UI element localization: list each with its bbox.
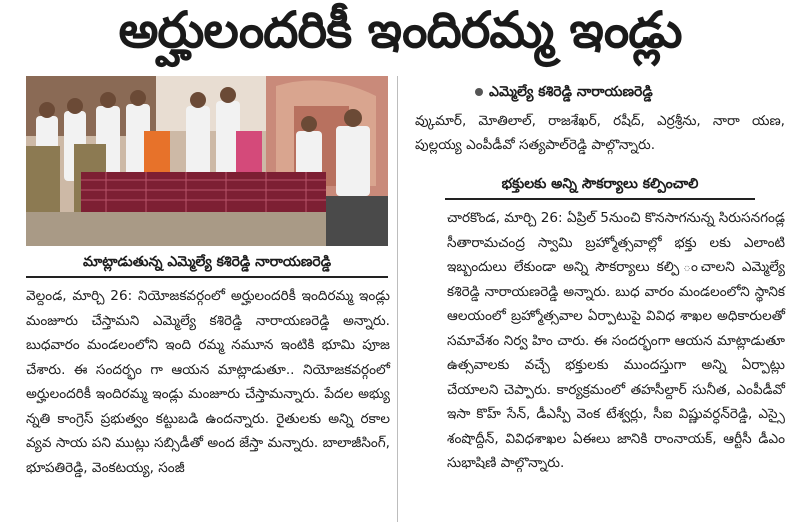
right-article [415, 80, 785, 476]
byline-text: ఎమ్మెల్యే కశిరెడ్డి నారాయణరెడ్డి [489, 84, 653, 100]
left-article [26, 284, 390, 480]
continuation-text: వ్కుమార్, మోతిలాల్, రాజశేఖర్, రషీద్, ఎర్రశ్రీను, నారా యణ, పుల్లయ్య ఎంపీడీవో సత్యపాల్‌రెడ్డి పాల్గొన్నారు. [415, 112, 785, 153]
column-divider [397, 76, 398, 522]
subheadline: భక్తులకు అన్ని సౌకర్యాలు కల్పించాలి [445, 172, 755, 201]
byline [475, 80, 785, 105]
news-photo [26, 76, 388, 246]
bullet-icon [475, 88, 483, 96]
right-article-body: చారకొండ, మార్చి 26: ఏప్రిల్ 5నుంచి కొనసాగనున్న సిరుసనగండ్ల సీతారామచంద్ర స్వామి బ్రహ్మోత్సవాల్లో భక్తు లకు ఎలాంటి ఇబ్బందులు లేకుండా అన్ని సౌకర్యాలు కల్పి ంచాలని ఎమ్మెల్యే కశిరెడ్డి నారాయణరెడ్డి అన్నారు. బుధ వారం మండలంలోని స్థానిక ఆలయంలో బ్రహ్మోత్సవాల ఏర్పాటుపై వివిధ శాఖల అధికారులతో సమావేశం నిర్వ హిం చారు. ఈ సందర్భంగా ఆయన మాట్లాడుతూ ఉత్సవాలకు వచ్చే భక్తులకు ముందస్తుగా అన్ని ఏర్పాట్లు చేయాలని చెప్పారు. కార్యక్రమంలో తహసీల్దార్ సునీత, ఎంపీడీవో ఇసా కొహ్ సేన్, డీఎస్పీ వెంక టేశ్వర్లు, సీఐ విష్ణువర్ధన్‌రెడ్డి, ఎస్సై శంషొద్దీన్, వివిధశాఖల ఏఈలు జానికి రాంనాయక్, ఆర్టీసీ డీఎం సుభాషిణి పాల్గొన్నారు. [447, 210, 785, 471]
photo-caption: మాట్లాడుతున్న ఎమ్మెల్యే కశిరెడ్డి నారాయణరెడ్డి [26, 250, 388, 278]
left-article-body: వెల్దండ, మార్చి 26: నియోజకవర్గంలో అర్హులందరికీ ఇందిరమ్మ ఇండ్లు మంజూరు చేస్తామని ఎమ్మెల్యే కశిరెడ్డి నారాయణరెడ్డి అన్నారు. బుధవారం మండలంలోని ఇంది రమ్మ నమూన ఇంటికి భూమి పూజ చేశారు. ఈ సందర్భం గా ఆయన మాట్లాడుతూ.. నియోజకవర్గంలో అర్హులందరికీ ఇందిరమ్మ ఇండ్లు మంజూరు చేస్తామన్నారు. పేదల అభ్యు న్నతి కాంగ్రెస్ ప్రభుత్వం కట్టుబడి ఉందన్నారు. రైతులకు అన్ని రకాల వ్యవ సాయ పని ముట్లు సబ్సిడీతో అంద జేస్తా మన్నారు. బాలాజీసింగ్, భూపతిరెడ్డి, వెంకటయ్య, సంజీ [26, 288, 390, 476]
headline: అర్హులందరికీ ఇందిరమ్మ ఇండ్లు [118, 0, 682, 59]
